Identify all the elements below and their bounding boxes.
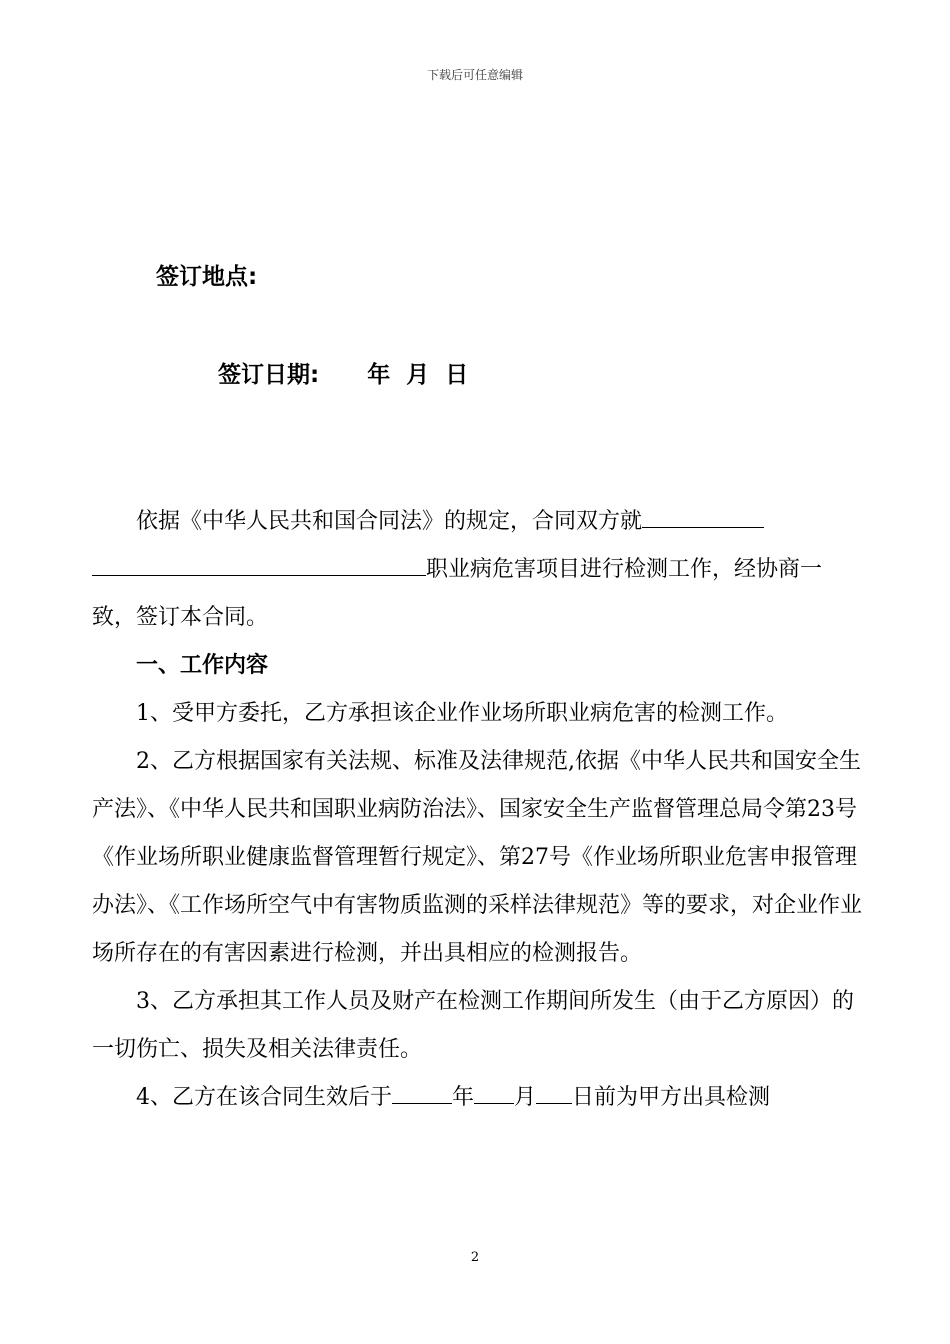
item4-month-blank[interactable] [474,1079,514,1104]
sign-date-year: 年 [367,362,391,388]
section1-heading: 一、工作内容 [136,653,269,678]
item-4-text-2: 日前为甲方出具检测 [572,1085,771,1110]
project-blank-2[interactable] [92,551,426,576]
sign-place-label: 签订地点: [156,264,258,290]
intro-paragraph [92,498,862,642]
item-4 [92,1074,862,1122]
item-4-year: 年 [452,1085,475,1110]
sign-date-label: 签订日期: [218,362,320,388]
item4-day-blank[interactable] [536,1079,572,1104]
page-number: 2 [470,1250,480,1265]
item-1: 1、受甲方委托，乙方承担该企业作业场所职业病危害的检测工作。 [136,701,788,726]
item4-year-blank[interactable] [392,1079,452,1104]
item-4-text-1: 4、乙方在该合同生效后于 [136,1085,392,1110]
sign-date-day: 日 [445,362,469,388]
item-2: 2、乙方根据国家有关法规、标准及法律规范,依据《中华人民共和国安全生产法》、《中华人民共和国职业病防治法》、国家安全生产监督管理总局令第23号《作业场所职业健康监督管理暂行规定》、第27号《作业场所职业危害申报管理办法》、《工作场所空气中有害物质监测的采样法律规范》等的要求，对企业作业场所存在的有害因素进行检测，并出具相应的检测报告。 [92,749,863,966]
intro-text-1: 依据《中华人民共和国合同法》的规定，合同双方就 [136,509,643,534]
sign-date-month: 月 [406,362,430,388]
item-3: 3、乙方承担其工作人员及财产在检测工作期间所发生（由于乙方原因）的一切伤亡、损失及相关法律责任。 [92,989,854,1062]
contract-body [92,498,862,1122]
item-4-month: 月 [514,1085,537,1110]
sign-date-line [218,356,468,389]
project-blank[interactable] [642,503,764,528]
header-note: 下载后可任意编辑 [426,68,523,82]
intro-text-2: 职业病危害项目进行检测工作，经协商一致，签订本合同。 [92,557,823,630]
